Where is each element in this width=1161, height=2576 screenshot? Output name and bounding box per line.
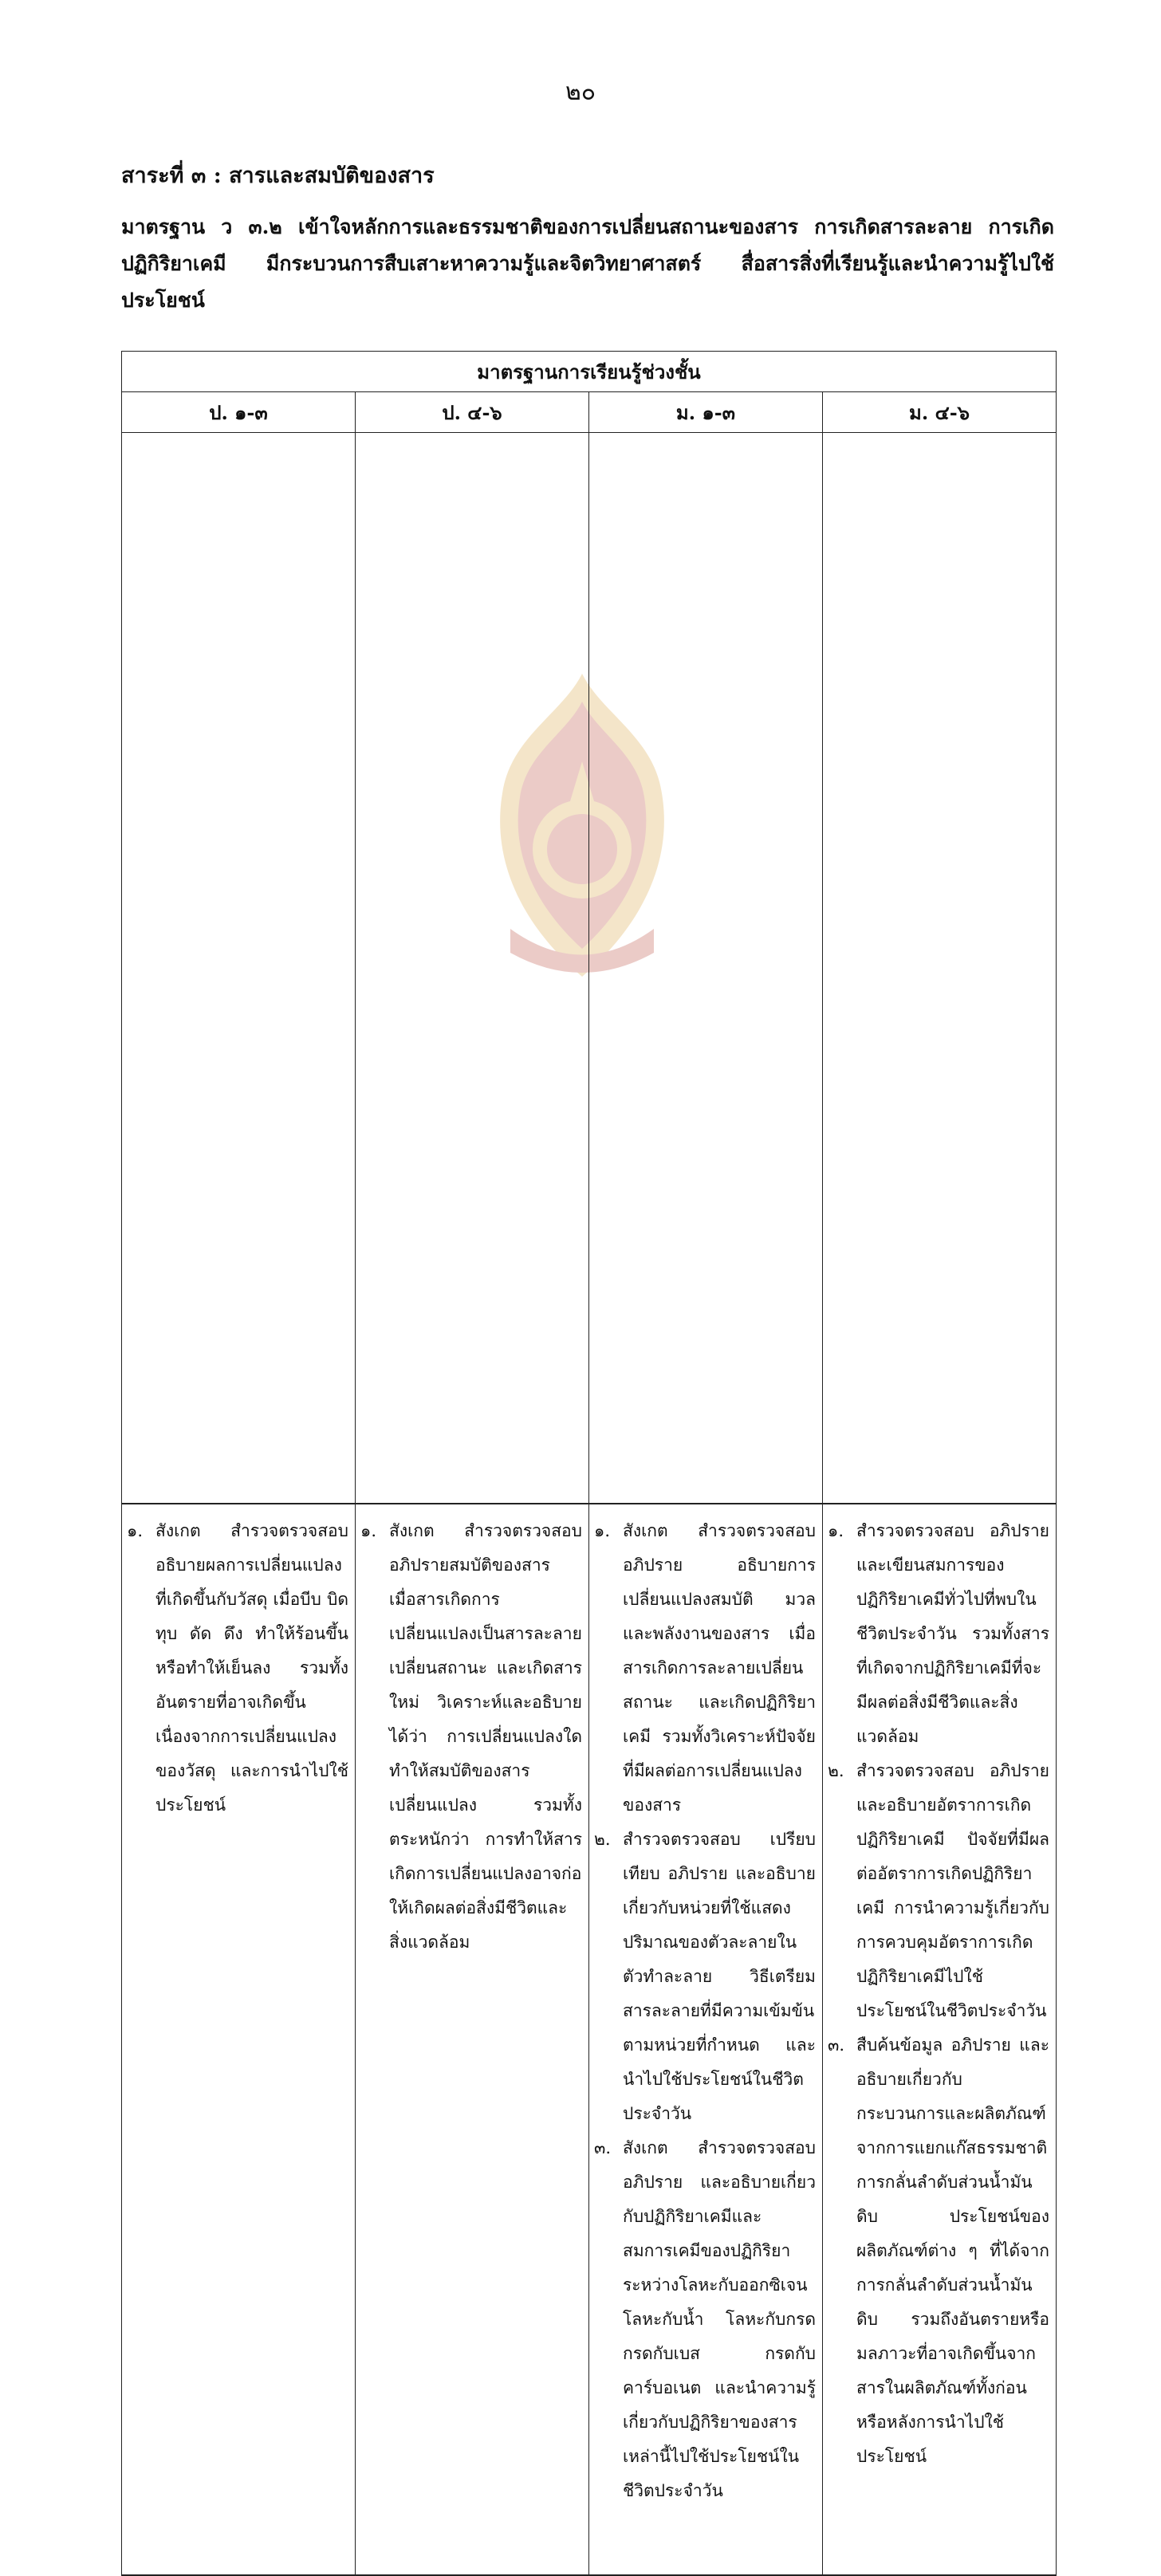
list-item xyxy=(360,1514,582,1960)
column-cell-m4-6 xyxy=(823,1504,1057,2575)
list-item xyxy=(594,2131,816,2508)
list-item xyxy=(594,1823,816,2131)
standard-description: มาตรฐาน ว ๓.๒ เข้าใจหลักการและธรรมชาติของการเปลี่ยนสถานะของสาร การเกิดสารละลาย การเกิดปฏิกิริยาเคมี มีกระบวนการสืบเสาะหาความรู้และจิตวิทยาศาสตร์ สื่อสารสิ่งที่เรียนรู้และนำความรู้ไปใช้ประโยชน์ xyxy=(121,215,1054,312)
column-header-p1-3: ป. ๑-๓ xyxy=(122,392,356,433)
column-cell-p1-3 xyxy=(122,1504,356,2575)
list-item xyxy=(594,1514,816,1823)
item-text: สำรวจตรวจสอบ อภิปราย และเขียนสมการของปฏิกิริยาเคมีทั่วไปที่พบในชีวิตประจำวัน รวมทั้งสารที่เกิดจากปฏิกิริยาเคมีที่จะมีผลต่อสิ่งมีชีวิตและสิ่งแวดล้อม xyxy=(856,1521,1049,1746)
item-text: สังเกต สำรวจตรวจสอบ อภิปราย และอธิบายเกี่ยวกับปฏิกิริยาเคมีและสมการเคมีของปฏิกิริยาระหว่างโลหะกับออกซิเจน โลหะกับน้ำ โลหะกับกรด กรดกับเบส กรดกับคาร์บอเนต และนำความรู้เกี่ยวกับปฏิกิริยาของสารเหล่านี้ไปใช้ประโยชน์ในชีวิตประจำวัน xyxy=(623,2138,816,2500)
list-item xyxy=(828,1754,1049,2028)
item-number: ๓. xyxy=(594,2138,612,2157)
item-text: สำรวจตรวจสอบ เปรียบเทียบ อภิปราย และอธิบายเกี่ยวกับหน่วยที่ใช้แสดงปริมาณของตัวละลายในตัวทำละลาย วิธีเตรียมสารละลายที่มีความเข้มข้นตามหน่วยที่กำหนด และนำไปใช้ประโยชน์ในชีวิตประจำวัน xyxy=(623,1830,816,2123)
item-number: ๑. xyxy=(360,1521,377,1540)
item-number: ๒. xyxy=(828,1761,844,1780)
spacer-row xyxy=(122,433,1057,1504)
list-item xyxy=(828,1514,1049,1754)
item-number: ๑. xyxy=(594,1521,611,1540)
table-row xyxy=(122,1504,1057,2575)
item-number: ๓. xyxy=(828,2035,845,2055)
table-header: มาตรฐานการเรียนรู้ช่วงชั้น xyxy=(122,352,1057,392)
item-text: สังเกต สำรวจตรวจสอบ อธิบายผลการเปลี่ยนแปลงที่เกิดขึ้นกับวัสดุ เมื่อบีบ บิด ทุบ ดัด ดึง ทำให้ร้อนขึ้น หรือทำให้เย็นลง รวมทั้งอันตรายที่อาจเกิดขึ้นเนื่องจากการเปลี่ยนแปลงของวัสดุ และการนำไปใช้ประโยชน์ xyxy=(155,1521,348,1815)
item-number: ๑. xyxy=(127,1521,144,1540)
list-item xyxy=(127,1514,348,1823)
item-text: สำรวจตรวจสอบ อภิปราย และอธิบายอัตราการเกิดปฏิกิริยาเคมี ปัจจัยที่มีผลต่ออัตราการเกิดปฏิกิริยาเคมี การนำความรู้เกี่ยวกับการควบคุมอัตราการเกิดปฏิกิริยาเคมีไปใช้ประโยชน์ในชีวิตประจำวัน xyxy=(856,1761,1049,2020)
column-cell-m1-3 xyxy=(589,1504,823,2575)
item-number: ๒. xyxy=(594,1830,611,1849)
column-header-m4-6: ม. ๔-๖ xyxy=(823,392,1057,433)
page-number: ๒๐ xyxy=(565,78,596,106)
list-item xyxy=(828,2028,1049,2474)
strand-title: สาระที่ ๓ : สารและสมบัติของสาร xyxy=(121,163,435,188)
item-text: สังเกต สำรวจตรวจสอบ อภิปราย อธิบายการเปลี่ยนแปลงสมบัติ มวล และพลังงานของสาร เมื่อสารเกิดการละลายเปลี่ยนสถานะ และเกิดปฏิกิริยาเคมี รวมทั้งวิเคราะห์ปัจจัยที่มีผลต่อการเปลี่ยนแปลงของสาร xyxy=(623,1521,816,1815)
column-cell-p4-6 xyxy=(356,1504,589,2575)
column-header-p4-6: ป. ๔-๖ xyxy=(356,392,589,433)
curriculum-standards-table xyxy=(121,351,1057,2576)
column-header-m1-3: ม. ๑-๓ xyxy=(589,392,823,433)
item-number: ๑. xyxy=(828,1521,844,1540)
item-text: สืบค้นข้อมูล อภิปราย และอธิบายเกี่ยวกับกระบวนการและผลิตภัณฑ์จากการแยกแก๊สธรรมชาติ การกลั่นลำดับส่วนน้ำมันดิบ ประโยชน์ของผลิตภัณฑ์ต่าง ๆ ที่ได้จากการกลั่นลำดับส่วนน้ำมันดิบ รวมถึงอันตรายหรือมลภาวะที่อาจเกิดขึ้นจากสารในผลิตภัณฑ์ทั้งก่อนหรือหลังการนำไปใช้ประโยชน์ xyxy=(856,2035,1049,2466)
item-text: สังเกต สำรวจตรวจสอบ อภิปรายสมบัติของสาร เมื่อสารเกิดการเปลี่ยนแปลงเป็นสารละลาย เปลี่ยนสถานะ และเกิดสารใหม่ วิเคราะห์และอธิบายได้ว่า การเปลี่ยนแปลงใดทำให้สมบัติของสารเปลี่ยนแปลง รวมทั้งตระหนักว่า การทำให้สารเกิดการเปลี่ยนแปลงอาจก่อให้เกิดผลต่อสิ่งมีชีวิตและสิ่งแวดล้อม xyxy=(389,1521,582,1952)
